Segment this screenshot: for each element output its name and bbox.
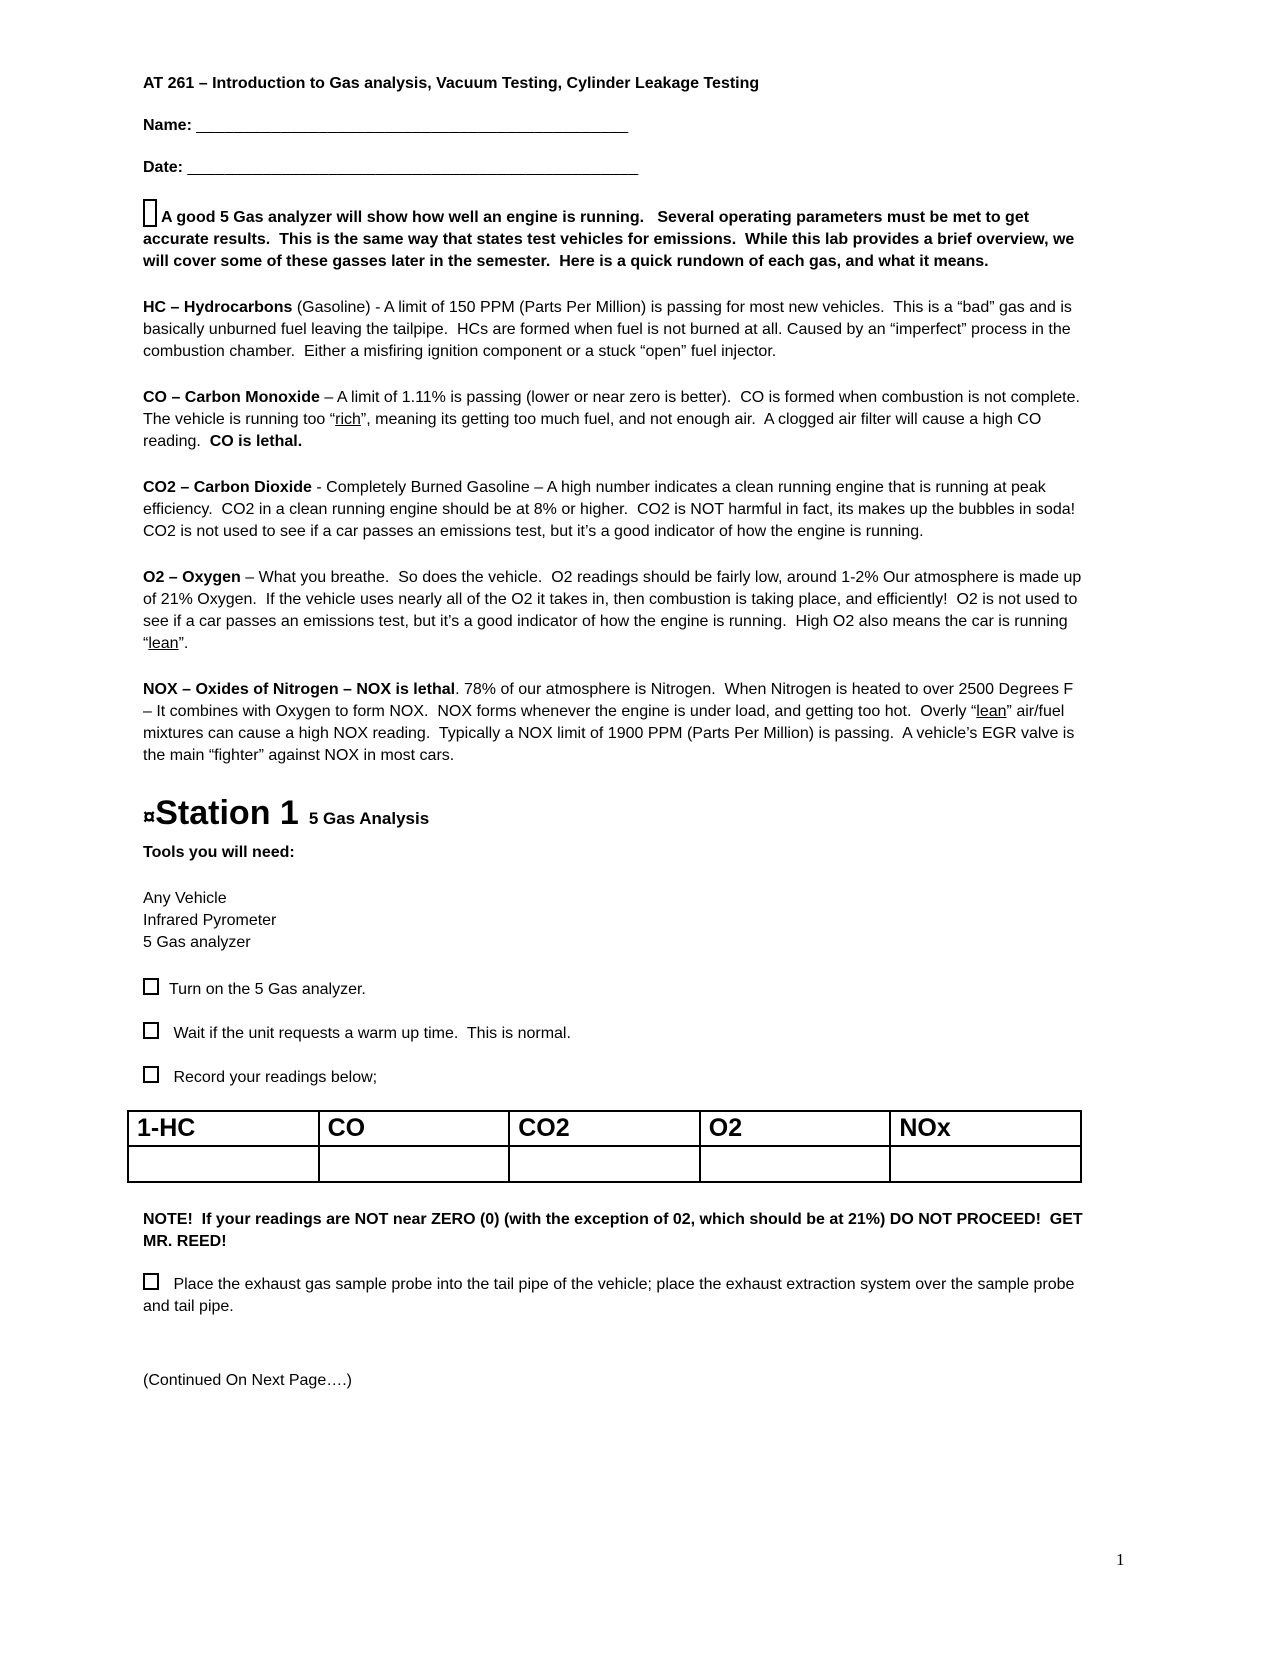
readings-cell-co2 xyxy=(509,1146,700,1182)
document-title: AT 261 – Introduction to Gas analysis, Vacuum Testing, Cylinder Leakage Testing xyxy=(143,75,760,92)
date-label: Date: xyxy=(143,159,184,176)
hc-paragraph: HC – Hydrocarbons (Gasoline) - A limit of 150 PPM (Parts Per Million) is passing for most new vehicles. This is a “bad” gas and is basically unburned fuel leaving the tailpipe. HCs are formed when fuel is not burned at all. Caused by an “imperfect” process in the combustion chamber. Either a misfiring ignition component or a stuck “open” fuel injector. xyxy=(143,299,1077,360)
name-label: Name: xyxy=(143,117,192,134)
tool-item-5-gas-analyzer: 5 Gas analyzer xyxy=(143,934,251,951)
station-1-heading xyxy=(143,791,1083,842)
station-subtitle: 5 Gas Analysis xyxy=(308,809,430,828)
checkbox-icon xyxy=(143,1022,159,1039)
readings-cell-nox xyxy=(890,1146,1081,1182)
readings-header-o2: O2 xyxy=(700,1111,891,1146)
intro-paragraph xyxy=(143,199,1083,273)
note-paragraph: NOTE! If your readings are NOT near ZERO (0) (with the exception of 02, which should be at 21%) DO NOT PROCEED! GET MR. REED! xyxy=(143,1211,1088,1250)
continued-on-next-page: (Continued On Next Page….) xyxy=(143,1372,352,1389)
step-text: Place the exhaust gas sample probe into the tail pipe of the vehicle; place the exhaust extraction system over the sample probe and tail pipe. xyxy=(143,1276,1079,1315)
tool-item-any-vehicle: Any Vehicle xyxy=(143,890,227,907)
checkbox-icon xyxy=(143,978,159,995)
step-turn-on-analyzer xyxy=(143,978,1083,1001)
tool-item-infrared-pyrometer: Infrared Pyrometer xyxy=(143,912,277,929)
step-text: Record your readings below; xyxy=(173,1069,378,1086)
step-record-readings xyxy=(143,1066,1083,1089)
readings-cell-co xyxy=(319,1146,510,1182)
name-blank: ______________________________________________ xyxy=(196,117,629,134)
name-line xyxy=(143,115,1083,137)
currency-sign-glyph: ¤ xyxy=(143,804,156,829)
checkbox-icon xyxy=(143,1273,159,1290)
readings-cell-1-hc xyxy=(128,1146,319,1182)
readings-cell-o2 xyxy=(700,1146,891,1182)
step-text: Turn on the 5 Gas analyzer. xyxy=(169,981,366,998)
checkbox-icon xyxy=(143,1066,159,1083)
readings-header-nox: NOx xyxy=(890,1111,1081,1146)
step-text: Wait if the unit requests a warm up time. This is normal. xyxy=(173,1025,571,1042)
date-blank: ________________________________________________ xyxy=(187,159,639,176)
intro-text: A good 5 Gas analyzer will show how well an engine is running. Several operating parameters must be met to get accurate results. This is the same way that states test vehicles for emissions. While this lab provides a brief overview, we will cover some of these gasses later in the semester. Here is a quick rundown of each gas, and what it means. xyxy=(143,209,1079,270)
readings-header-co2: CO2 xyxy=(509,1111,700,1146)
missing-character-icon xyxy=(143,199,157,227)
readings-table xyxy=(127,1110,1082,1183)
page-number: 1 xyxy=(1116,1550,1125,1569)
tools-heading: Tools you will need: xyxy=(143,844,295,861)
step-place-probe xyxy=(143,1273,1083,1318)
tools-list xyxy=(143,888,1083,954)
co-paragraph: CO – Carbon Monoxide – A limit of 1.11% is passing (lower or near zero is better). CO is formed when combustion is not complete. The vehicle is running too “rich”, meaning its getting too much fuel, and not enough air. A clogged air filter will cause a high CO reading. CO is lethal. xyxy=(143,389,1089,450)
readings-table-entry-row xyxy=(128,1146,1081,1182)
step-wait-warm-up xyxy=(143,1022,1083,1045)
o2-paragraph: O2 – Oxygen – What you breathe. So does the vehicle. O2 readings should be fairly low, around 1-2% Our atmosphere is made up of 21% Oxygen. If the vehicle uses nearly all of the O2 it takes in, then combustion is taking place, and efficiently! O2 is not used to see if a car passes an emissions test, but it’s a good indicator of how the engine is running. High O2 also means the car is running “lean”. xyxy=(143,569,1086,652)
station-title: Station 1 xyxy=(155,794,299,832)
readings-table-header-row xyxy=(128,1111,1081,1146)
readings-header-co: CO xyxy=(319,1111,510,1146)
document-content xyxy=(137,73,1089,1392)
co2-paragraph: CO2 – Carbon Dioxide - Completely Burned Gasoline – A high number indicates a clean running engine that is running at peak efficiency. CO2 in a clean running engine should be at 8% or higher. CO2 is NOT harmful in fact, its makes up the bubbles in soda! CO2 is not used to see if a car passes an emissions test, but it’s a good indicator of how the engine is running. xyxy=(143,479,1084,540)
nox-paragraph: NOX – Oxides of Nitrogen – NOX is lethal. 78% of our atmosphere is Nitrogen. When Nitrogen is heated to over 2500 Degrees F – It combines with Oxygen to form NOX. NOX forms whenever the engine is under load, and getting too hot. Overly “lean” air/fuel mixtures can cause a high NOX reading. Typically a NOX limit of 1900 PPM (Parts Per Million) is passing. A vehicle’s EGR valve is the main “fighter” against NOX in most cars. xyxy=(143,681,1079,764)
date-line xyxy=(143,157,1083,179)
readings-header-1-hc: 1-HC xyxy=(128,1111,319,1146)
